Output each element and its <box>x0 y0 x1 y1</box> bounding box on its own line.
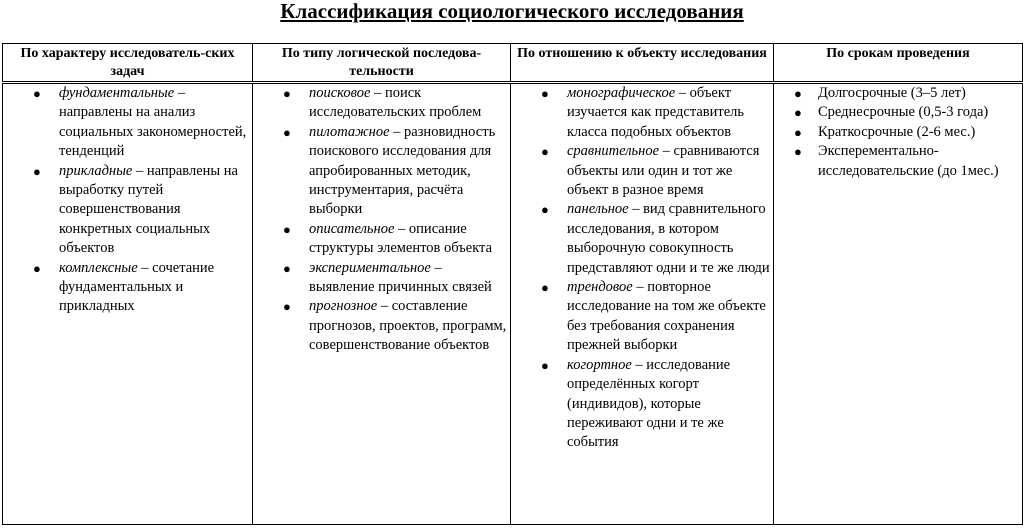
column-cell-logical-sequence <box>253 83 511 525</box>
item-text: – повторное исследование на том же объекте без требования сохранения прежней выборки <box>567 279 766 354</box>
column-header-duration: По срокам проведения <box>774 44 1023 83</box>
list-item <box>253 123 508 220</box>
list-item <box>511 200 771 278</box>
item-term: поисковое <box>309 85 371 101</box>
bullet-icon: ● <box>283 221 291 237</box>
column-cell-duration <box>774 83 1023 525</box>
item-text: – сочетание фундаментальных и прикладных <box>59 259 215 315</box>
item-term: сравнительное <box>567 143 660 160</box>
item-term: когортное <box>567 356 632 373</box>
list-item <box>253 84 508 123</box>
list-item <box>511 278 771 356</box>
bullet-icon: ● <box>541 202 549 218</box>
list-item <box>774 103 1020 122</box>
bullet-icon: ● <box>541 86 549 101</box>
list-item <box>253 259 508 298</box>
item-text: – поиск исследовательских проблем <box>309 85 482 121</box>
classification-table <box>2 43 1023 525</box>
item-term: панельное <box>567 201 629 218</box>
item-text: – направлены на анализ социальных закономерностей, тенденций <box>59 85 247 160</box>
item-list <box>511 84 771 453</box>
item-term: монографическое <box>567 85 676 101</box>
list-item <box>511 142 771 200</box>
item-list <box>774 84 1020 181</box>
item-text: – объект изучается как представитель класса подобных объектов <box>567 85 745 140</box>
list-item <box>511 84 771 142</box>
item-term: фундаментальные <box>59 85 175 101</box>
item-text: – выявление причинных связей <box>309 259 492 296</box>
content-row <box>3 83 1023 525</box>
list-item <box>253 297 508 355</box>
item-text: – описание структуры элементов объекта <box>309 220 492 257</box>
item-term: прикладные <box>59 162 133 179</box>
header-row <box>3 44 1023 83</box>
item-text: Краткосрочные (2-6 мес.) <box>818 123 976 140</box>
bullet-icon: ● <box>33 260 41 276</box>
list-item <box>3 259 250 317</box>
bullet-icon: ● <box>33 163 41 179</box>
bullet-icon: ● <box>283 124 291 140</box>
bullet-icon: ● <box>283 86 291 101</box>
item-text: – вид сравнительного исследования, в котором выборочную совокупность представляют одни и те же люди <box>567 201 770 276</box>
item-term: описательное <box>309 220 395 237</box>
list-item <box>3 162 250 259</box>
list-item <box>253 220 508 259</box>
list-item <box>511 356 771 453</box>
bullet-icon: ● <box>33 86 41 101</box>
column-header-task-character: По характеру исследователь-ских задач <box>3 44 253 83</box>
bullet-icon: ● <box>794 86 802 101</box>
bullet-icon: ● <box>541 144 549 160</box>
list-item <box>774 142 1020 181</box>
item-text: Эксперементально-исследовательские (до 1мес.) <box>818 143 999 179</box>
bullet-icon: ● <box>283 260 291 276</box>
item-text: – разновидность поискового исследования для апробированных методик, инструментария, расчёта выборки <box>309 123 496 218</box>
column-cell-object-relation <box>511 83 774 525</box>
list-item <box>774 123 1020 142</box>
list-item <box>774 84 1020 103</box>
column-header-object-relation: По отношению к объекту исследования <box>511 44 774 83</box>
item-term: пилотажное <box>309 123 390 140</box>
column-header-logical-sequence: По типу логической последова-тельности <box>253 44 511 83</box>
bullet-icon: ● <box>794 124 802 140</box>
list-item <box>3 84 250 162</box>
bullet-icon: ● <box>283 299 291 315</box>
item-list <box>253 84 508 356</box>
item-text: Среднесрочные (0,5-3 года) <box>818 104 989 121</box>
column-cell-task-character <box>3 83 253 525</box>
bullet-icon: ● <box>541 357 549 373</box>
page-title: Классификация социологического исследования <box>280 0 744 23</box>
item-term: трендовое <box>567 279 633 296</box>
bullet-icon: ● <box>794 144 802 160</box>
item-text: Долгосрочные (3–5 лет) <box>818 85 966 101</box>
item-term: экспериментальное <box>309 259 431 276</box>
item-list <box>3 84 250 317</box>
item-text: – направлены на выработку путей совершенствования конкретных социальных объектов <box>59 162 238 257</box>
item-term: прогнозное <box>309 298 378 315</box>
item-text: – сравниваются объекты или один и тот же объект в разное время <box>567 143 760 199</box>
item-term: комплексные <box>59 259 138 276</box>
bullet-icon: ● <box>541 280 549 296</box>
item-text: – исследование определённых когорт (индивидов), которые переживают одни и те же события <box>567 356 731 451</box>
bullet-icon: ● <box>794 105 802 121</box>
item-text: – составление прогнозов, проектов, программ, совершенствование объектов <box>309 298 507 354</box>
